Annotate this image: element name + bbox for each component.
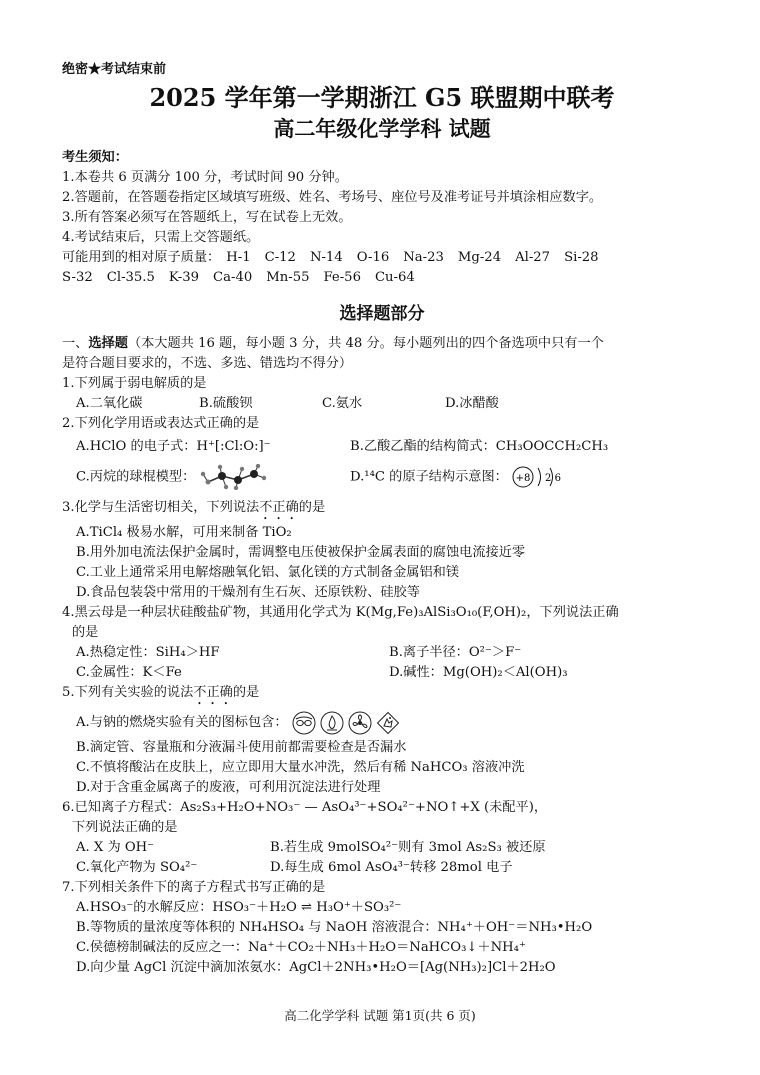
notice-item-2: 2.答题前，在答题卷指定区域填写班级、姓名、考场号、座位号及准考证号并填涂相应数字。 <box>62 190 603 205</box>
q6-option-b: B.若生成 9molSO₄²⁻则有 3mol As₂S₃ 被还原 <box>270 840 546 855</box>
safety-icons <box>292 711 400 735</box>
question-1-stem: 1.下列属于弱电解质的是 <box>62 376 207 391</box>
q5-option-a: A.与钠的燃烧实验有关的图标包含： <box>62 708 702 738</box>
notice-item-3: 3.所有答案必须写在答题纸上，写在试卷上无效。 <box>62 210 352 225</box>
goggles-icon <box>292 711 316 735</box>
question-4-stem-cont: 的是 <box>72 625 99 640</box>
q4-option-c: C.金属性：K＜Fe <box>76 665 182 680</box>
question-4-stem: 4.黑云母是一种层状硅酸盐矿物，其通用化学式为 K(Mg,Fe)₃AlSi₃O₁₀(F,OH)₂，下列说法正确 <box>62 605 619 620</box>
q7-option-b: B.等物质的量浓度等体积的 NH₄HSO₄ 与 NaOH 溶液混合：NH₄⁺＋OH⁻＝NH₃•H₂O <box>76 920 593 935</box>
q1-option-a: A.二氧化碳 <box>76 396 143 411</box>
q4-option-b: B.离子半径：O²⁻＞F⁻ <box>389 645 522 660</box>
question-2-row-1 <box>62 434 702 460</box>
q2-option-a: A.HClO 的电子式：H⁺[:Cl:O:]⁻ <box>76 439 271 454</box>
exam-subtitle: 高二年级化学学科 试题 <box>273 116 491 141</box>
question-2-row-2 <box>62 460 702 494</box>
q2-option-d: D.¹⁴C 的原子结构示意图： +8 2 6 <box>350 465 688 489</box>
atomic-structure-diagram <box>512 465 568 489</box>
shell-electrons: 2 6 <box>545 473 561 484</box>
flame-icon <box>320 711 344 735</box>
page-footer: 高二化学学科 试题 第1页(共 6 页) <box>284 1008 476 1023</box>
q7-option-a: A.HSO₃⁻的水解反应：HSO₃⁻＋H₂O ⇌ H₃O⁺＋SO₃²⁻ <box>76 900 402 915</box>
notice-heading: 考生须知： <box>62 150 128 165</box>
question-5-stem: 5.下列有关实验的说法不正确的是 <box>62 685 260 700</box>
confidential-label: 绝密★考试结束前 <box>62 62 167 77</box>
q7-option-c: C.侯德榜制碱法的反应之一：Na⁺＋CO₂＋NH₃＋H₂O＝NaHCO₃↓＋NH₄⁺ <box>76 940 526 955</box>
q5-option-c: C.不慎将酸沾在皮肤上，应立即用大量水冲洗，然后有稀 NaHCO₃ 溶液冲洗 <box>76 760 525 775</box>
atomic-mass-line-1: 可能用到的相对原子质量： H-1 C-12 N-14 O-16 Na-23 Mg-24 Al-27 Si-28 <box>62 248 702 268</box>
exam-title: 2025 学年第一学期浙江 G5 联盟期中联考 <box>149 83 615 112</box>
propane-ball-stick-model-icon <box>200 464 270 490</box>
notice-item-4: 4.考试结束后，只需上交答题纸。 <box>62 230 260 245</box>
part-intro-cont: 是符合题目要求的，不选、多选、错选均不得分） <box>62 356 353 371</box>
q3-option-a: A.TiCl₄ 极易水解，可用来制备 TiO₂ <box>76 525 292 540</box>
q3-option-b: B.用外加电流法保护金属时，需调整电压使被保护金属表面的腐蚀电流接近零 <box>76 545 526 560</box>
q1-option-c: C.氨水 <box>322 396 363 411</box>
exhaust-fan-icon <box>348 711 372 735</box>
q5-option-b: B.滴定管、容量瓶和分液漏斗使用前都需要检查是否漏水 <box>76 740 407 755</box>
q1-option-b: B.硫酸钡 <box>199 396 253 411</box>
q6-option-a: A. X 为 OH⁻ <box>76 840 155 855</box>
question-4-row-2 <box>62 663 702 683</box>
q3-option-c: C.工业上通常采用电解熔融氧化铝、氯化镁的方式制备金属铝和镁 <box>76 565 460 580</box>
hclo-electron-formula: H⁺[:Cl:O:]⁻ <box>196 439 271 454</box>
q4-option-d: D.碱性：Mg(OH)₂＜Al(OH)₃ <box>389 665 568 680</box>
atomic-mass-line-2: S-32 Cl-35.5 K-39 Ca-40 Mn-55 Fe-56 Cu-64 <box>62 270 415 285</box>
question-6-stem: 6.已知离子方程式：As₂S₃+H₂O+NO₃⁻ — AsO₄³⁻+SO₄²⁻+NO↑+X (未配平)， <box>62 800 548 815</box>
q6-option-d: D.每生成 6mol AsO₄³⁻转移 28mol 电子 <box>270 860 513 875</box>
question-2-stem: 2.下列化学用语或表达式正确的是 <box>62 416 260 431</box>
question-7-stem: 7.下列相关条件下的离子方程式书写正确的是 <box>62 880 326 895</box>
q1-option-d: D.冰醋酸 <box>445 396 499 411</box>
q7-option-d: D.向少量 AgCl 沉淀中滴加浓氨水：AgCl＋2NH₃•H₂O＝[Ag(NH₃)₂]Cl＋2H₂O <box>76 960 556 975</box>
question-6-row-2 <box>62 858 702 878</box>
section-title: 选择题部分 <box>339 304 425 324</box>
q2-option-c: C.丙烷的球棍模型： <box>76 464 350 490</box>
question-1-options <box>62 394 702 414</box>
question-3-stem: 3.化学与生活密切相关，下列说法不正确的是 <box>62 500 326 515</box>
notice-item-1: 1.本卷共 6 页满分 100 分，考试时间 90 分钟。 <box>62 170 348 185</box>
q4-option-a: A.热稳定性：SiH₄＞HF <box>76 645 220 660</box>
question-6-row-1 <box>62 838 702 858</box>
part-intro: 一、选择题（本大题共 16 题，每小题 3 分，共 48 分。每小题列出的四个备选项中只有一个 <box>62 336 604 351</box>
q6-option-c: C.氧化产物为 SO₄²⁻ <box>76 860 198 875</box>
q5-option-d: D.对于含重金属离子的废液，可利用沉淀法进行处理 <box>76 780 381 795</box>
q2-option-b: B.乙酸乙酯的结构简式：CH₃OOCCH₂CH₃ <box>350 439 609 454</box>
q3-option-d: D.食品包装袋中常用的干燥剂有生石灰、还原铁粉、硅胶等 <box>76 585 420 600</box>
exam-page <box>62 60 702 978</box>
hand-wash-icon <box>376 711 400 735</box>
atomic-mass-label: 可能用到的相对原子质量： <box>62 250 221 265</box>
question-4-row-1 <box>62 643 702 663</box>
nucleus-charge: +8 <box>515 473 531 484</box>
question-6-stem-cont: 下列说法正确的是 <box>72 820 178 835</box>
